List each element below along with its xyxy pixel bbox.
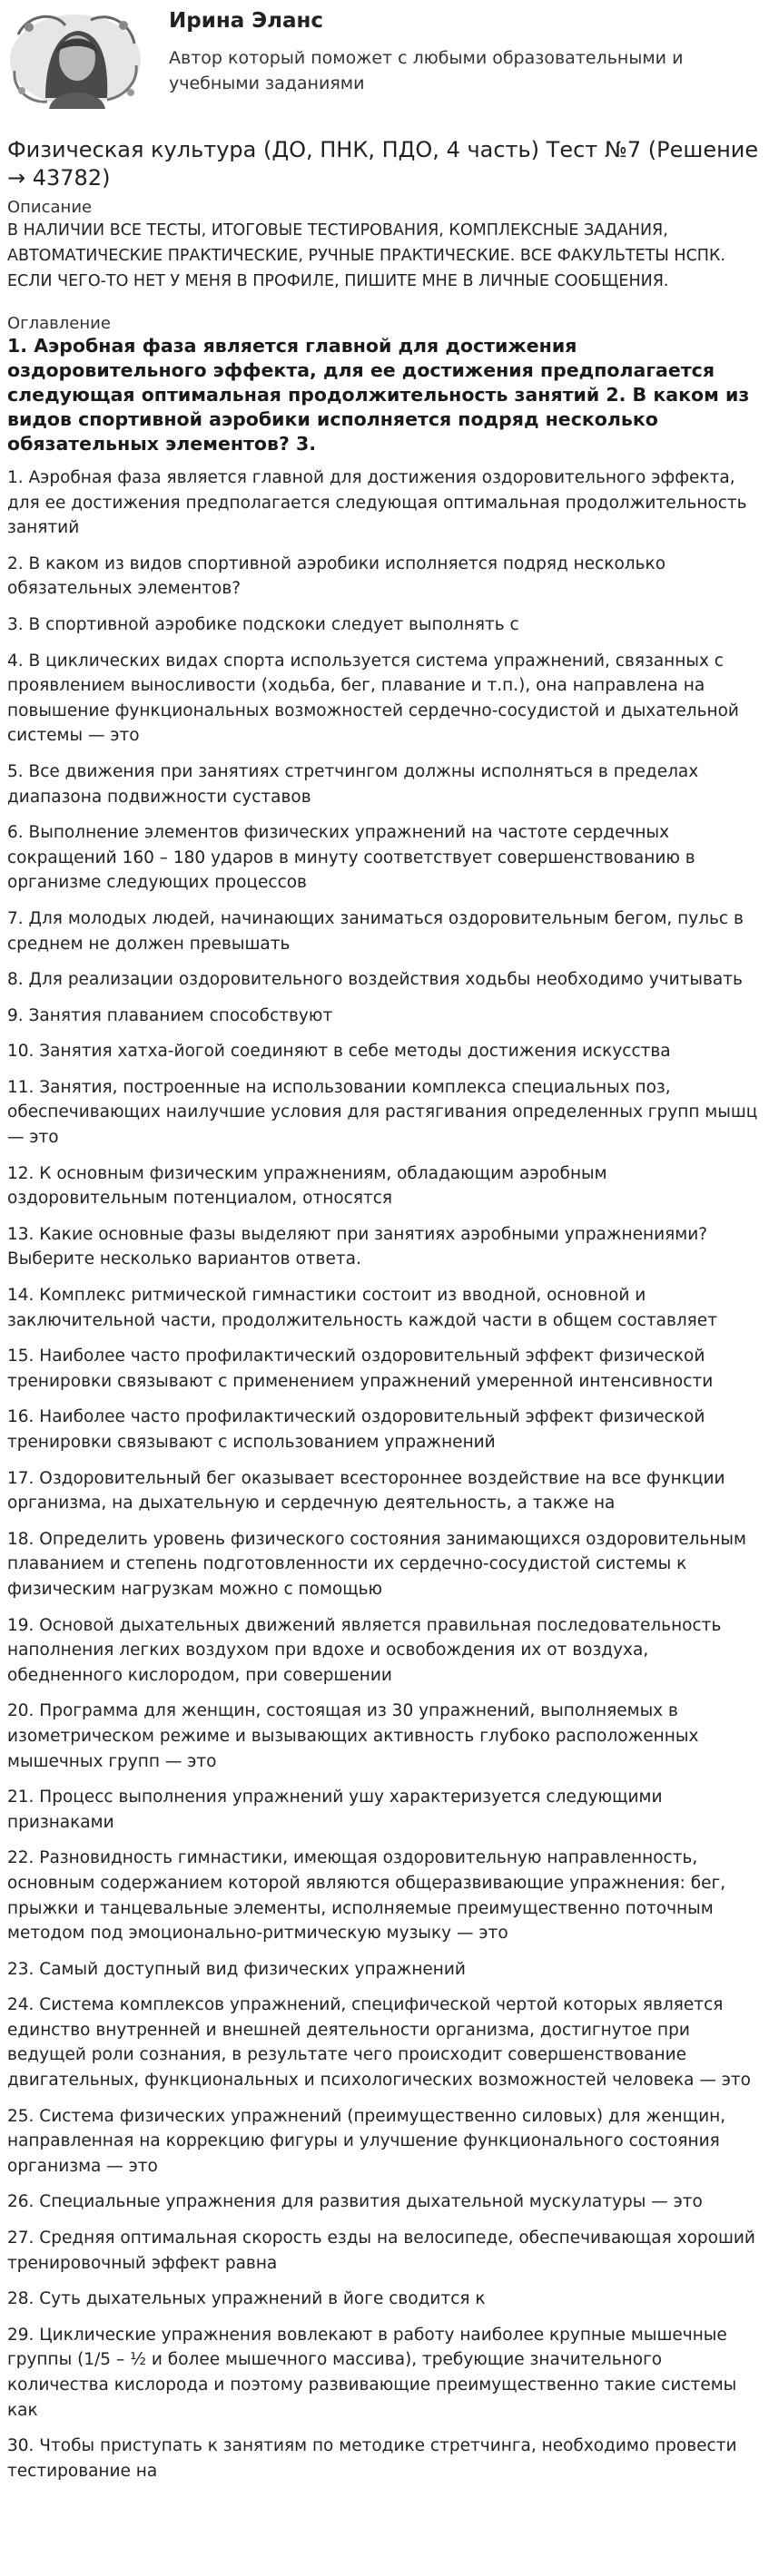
question-item: 25. Система физических упражнений (преимущественно силовых) для женщин, направленная на коррекцию фигуры и улучшение функционального состояния организма — это <box>7 2106 726 2176</box>
question-item: 8. Для реализации оздоровительного воздействия ходьбы необходимо учитывать <box>7 970 743 990</box>
question-item: 30. Чтобы приступать к занятиям по методике стретчинга, необходимо провести тестирование на <box>7 2436 737 2481</box>
author-avatar[interactable] <box>9 7 142 109</box>
question-item: 27. Средняя оптимальная скорость езды на велосипеде, обеспечивающая хороший тренировочный эффект равна <box>7 2228 755 2273</box>
question-item: 22. Разновидность гимнастики, имеющая оздоровительную направленность, основным содержанием которой являются общеразвивающие упражнения: бег, прыжки и танцевальные элементы, исполняемые преимущественно поточным методом под эмоционально-ритмическую музыку — это <box>7 1848 726 1944</box>
question-item: 28. Суть дыхательных упражнений в йоге сводится к <box>7 2289 486 2309</box>
question-item: 29. Циклические упражнения вовлекают в работу наиболее крупные мышечные группы (1/5 – ½ и более мышечного массива), требующие значительного количества кислорода и поэтому развивающие преимущественно такие системы как <box>7 2325 737 2420</box>
question-item: 21. Процесс выполнения упражнений ушу характеризуется следующими признаками <box>7 1788 663 1832</box>
question-item: 12. К основным физическим упражнениям, обладающим аэробным оздоровительным потенциалом, относятся <box>7 1163 607 1209</box>
author-name[interactable]: Ирина Эланс <box>169 9 324 33</box>
question-item: 5. Все движения при занятиях стретчингом должны исполняться в пределах диапазона подвижности суставов <box>7 761 699 807</box>
avatar-image <box>9 7 142 109</box>
question-item: 11. Занятия, построенные на использовании комплекса специальных поз, обеспечивающих наилучшие условия для растягивания определенных групп мышц — это <box>7 1077 758 1148</box>
toc-heading: 1. Аэробная фаза является главной для достижения оздоровительного эффекта, для ее достижения предполагается следующая оптимальная продолжительность занятий 2. В каком из видов спортивной аэробики исполняется подряд несколько обязательных элементов? 3. <box>7 335 750 455</box>
question-item: 17. Оздоровительный бег оказывает всестороннее воздействие на все функции организма, на дыхательную и сердечную деятельность, а также на <box>7 1468 725 1513</box>
question-item: 13. Какие основные фазы выделяют при занятиях аэробными упражнениями? Выберите несколько вариантов ответа. <box>7 1224 708 1269</box>
question-item: 2. В каком из видов спортивной аэробики исполняется подряд несколько обязательных элементов? <box>7 553 666 599</box>
question-item: 16. Наиболее часто профилактический оздоровительный эффект физической тренировки связывают с использованием упражнений <box>7 1407 705 1452</box>
question-item: 18. Определить уровень физического состояния занимающихся оздоровительным плаванием и степень подготовленности их сердечно-сосудистой системы к физическим нагрузкам можно с помощью <box>7 1529 746 1599</box>
document-title: Физическая культура (ДО, ПНК, ПДО, 4 часть) Тест №7 (Решение → 43782) <box>7 137 759 191</box>
toc-label: Оглавление <box>7 314 111 333</box>
question-item: 10. Занятия хатха-йогой соединяют в себе методы достижения искусства <box>7 1042 671 1062</box>
question-item: 23. Самый доступный вид физических упражнений <box>7 1959 466 1979</box>
question-list <box>7 465 760 2483</box>
question-item: 6. Выполнение элементов физических упражнений на частоте сердечных сокращений 160 – 180 ударов в минуту соответствует совершенствованию в организме следующих процессов <box>7 823 695 893</box>
question-item: 19. Основой дыхательных движений является правильная последовательность наполнения легких воздухом при вдохе и освобождения их от воздуха, обедненного кислородом, при совершении <box>7 1615 722 1685</box>
description-text: В НАЛИЧИИ ВСЕ ТЕСТЫ, ИТОГОВЫЕ ТЕСТИРОВАНИЯ, КОМПЛЕКСНЫЕ ЗАДАНИЯ, АВТОМАТИЧЕСКИЕ ПРАКТИЧЕСКИЕ, РУЧНЫЕ ПРАКТИЧЕСКИЕ. ВСЕ ФАКУЛЬТЕТЫ НСПК. ЕСЛИ ЧЕГО-ТО НЕТ У МЕНЯ В ПРОФИЛЕ, ПИШИТЕ МНЕ В ЛИЧНЫЕ СООБЩЕНИЯ. <box>7 221 725 290</box>
question-item: 7. Для молодых людей, начинающих заниматься оздоровительным бегом, пульс в среднем не должен превышать <box>7 908 744 954</box>
question-item: 14. Комплекс ритмической гимнастики состоит из вводной, основной и заключительной части, продолжительность каждой части в общем составляет <box>7 1286 717 1330</box>
question-item: 3. В спортивной аэробике подскоки следует выполнять с <box>7 614 519 634</box>
question-item: 20. Программа для женщин, состоящая из 30 упражнений, выполняемых в изометрическом режиме и вызывающих активность глубоко расположенных мышечных групп — это <box>7 1701 699 1771</box>
question-item: 24. Система комплексов упражнений, специфической чертой которых является единство внутренней и внешней деятельности организма, достигнутое при ведущей роли сознания, в результате чего происходит совершенствование двигательных, функциональных и психологических возможностей человека — это <box>7 1995 751 2091</box>
question-item: 4. В циклических видах спорта используется система упражнений, связанных с проявлением выносливости (ходьба, бег, плавание и т.п.), она направлена на повышение функциональных возможностей сердечно-сосудистой и дыхательной системы — это <box>7 651 739 746</box>
question-item: 26. Специальные упражнения для развития дыхательной мускулатуры — это <box>7 2192 703 2212</box>
question-item: 9. Занятия плаванием способствуют <box>7 1005 333 1025</box>
author-description: Автор который поможет с любыми образовательными и учебными заданиями <box>169 48 684 93</box>
question-item: 15. Наиболее часто профилактический оздоровительный эффект физической тренировки связывают с применением упражнений умеренной интенсивности <box>7 1347 714 1391</box>
question-item: 1. Аэробная фаза является главной для достижения оздоровительного эффекта, для ее достижения предполагается следующая оптимальная продолжительность занятий <box>7 468 747 538</box>
author-card <box>7 0 760 120</box>
description-label: Описание <box>7 198 93 217</box>
